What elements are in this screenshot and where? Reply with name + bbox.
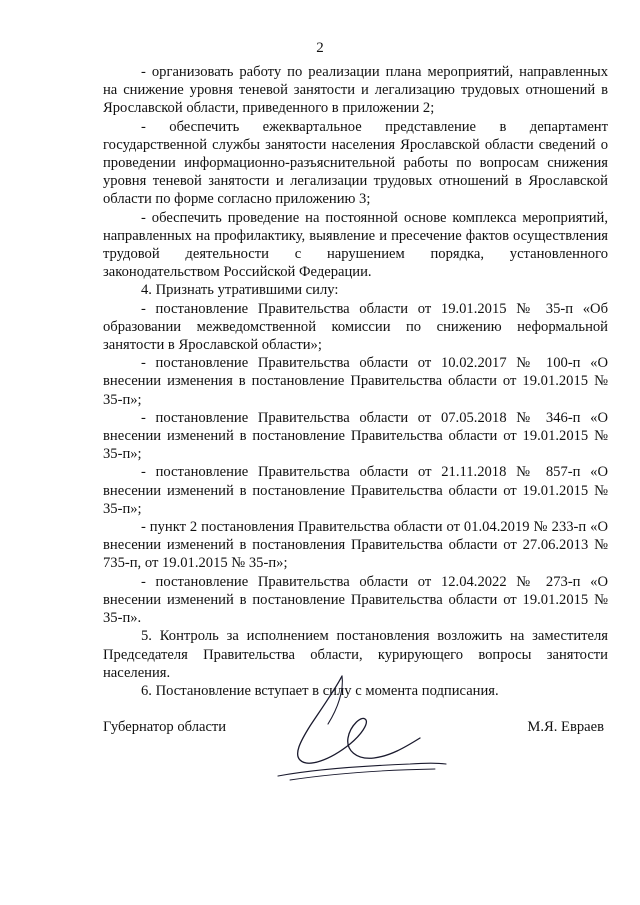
paragraph-12: 6. Постановление вступает в силу с момента подписания. xyxy=(141,682,499,699)
paragraph-6: - постановление Правительства области от 10.02.2017 № 100-п «О внесении изменения в постановление Правительства области от 19.01.2015 № 35-п»; xyxy=(103,355,608,408)
paragraph-5: - постановление Правительства области от 19.01.2015 № 35-п «Об образовании межведомственной комиссии по снижению неформальной занятости в Ярославской области»; xyxy=(103,300,608,354)
handwritten-signature-icon xyxy=(270,668,450,783)
signer-title: Губернатор области xyxy=(103,719,227,735)
document-body xyxy=(103,63,608,700)
paragraph-1: - организовать работу по реализации плана мероприятий, направленных на снижение уровня теневой занятости и легализацию трудовых отношений в Ярославской области, приведенного в приложении 2; xyxy=(103,64,608,117)
paragraph-11: 5. Контроль за исполнением постановления возложить на заместителя Председателя Правительства области, курирующего вопросы занятости населения. xyxy=(103,628,608,681)
paragraph-2: - обеспечить ежеквартальное представление в департамент государственной службы занятости населения Ярославской области сведений о проведении информационно-разъяснительной работы по вопросам снижения уровня теневой занятости и легализации трудовых отношений в Ярославской области по форме согласно приложению 3; xyxy=(103,118,608,208)
signer-name: М.Я. Евраев xyxy=(527,719,604,735)
paragraph-4: 4. Признать утратившими силу: xyxy=(141,282,339,299)
page-number: 2 xyxy=(316,40,324,56)
paragraph-3: - обеспечить проведение на постоянной основе комплекса мероприятий, направленных на профилактику, выявление и пресечение фактов осуществления трудовой деятельности с нарушением порядка, установленного законодательством Российской Федерации. xyxy=(103,209,608,281)
paragraph-7: - постановление Правительства области от 07.05.2018 № 346-п «О внесении изменений в постановление Правительства области от 19.01.2015 № 35-п»; xyxy=(103,409,608,463)
paragraph-10: - постановление Правительства области от 12.04.2022 № 273-п «О внесении изменений в постановление Правительства области от 19.01.2015 № 35-п». xyxy=(103,573,608,627)
paragraph-9: - пункт 2 постановления Правительства области от 01.04.2019 № 233-п «О внесении изменений в постановления Правительства области от 27.06.2013 № 735-п, от 19.01.2015 № 35-п»; xyxy=(103,519,608,572)
paragraph-8: - постановление Правительства области от 21.11.2018 № 857-п «О внесении изменений в постановление Правительства области от 19.01.2015 № 35-п»; xyxy=(103,464,608,517)
